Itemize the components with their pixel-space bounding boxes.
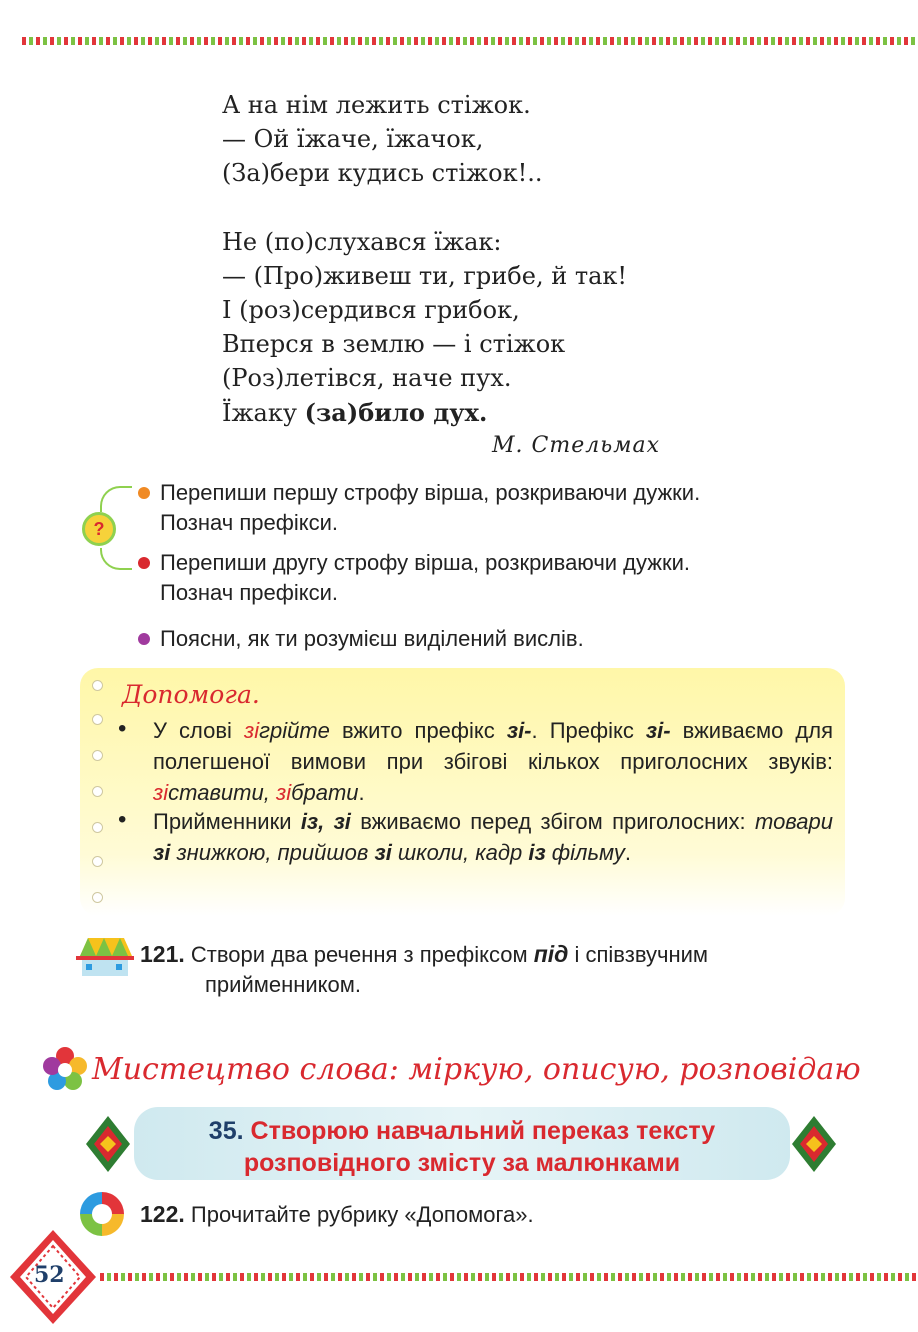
- red-bullet-icon: [138, 557, 150, 569]
- task-2: Перепиши другу строфу вірша, розкриваючи дужки. Познач префікси.: [160, 550, 691, 605]
- poem-line: Вперся в землю — і стіжок: [222, 330, 566, 359]
- exercise-121: 121. Створи два речення з префіксом під і співзвучним прийменником.: [140, 941, 709, 997]
- poem-line-highlighted: Їжаку (за)било дух.: [222, 397, 488, 427]
- question-icon: ?: [82, 512, 116, 546]
- task-1: Перепиши першу строфу вірша, розкриваючи дужки. Познач префікси.: [160, 480, 701, 535]
- poem: [222, 88, 627, 430]
- exercise-122: 122. Прочитайте рубрику «Допомога».: [140, 1201, 534, 1227]
- help-paragraph-1: У слові зігрійте вжито префікс зі-. Префікс зі- вживаємо для полегшеної вимови при збігові кількох приголосних звуків: зіставити, зібрати.: [153, 718, 833, 805]
- poem-line: (За)бери кудись стіжок!..: [222, 159, 543, 188]
- highlighted-phrase: (за)било дух: [304, 397, 479, 427]
- exercise-number: 122.: [140, 1201, 185, 1227]
- arrow-down-icon: [100, 548, 132, 570]
- lesson-title: 35. Створюю навчальний переказ тексту розповідного змісту за малюнками: [208, 1117, 716, 1177]
- help-title: Допомога.: [122, 680, 260, 709]
- poem-line: — (Про)живеш ти, грибе, й так!: [222, 261, 628, 290]
- flower-icon: [42, 1046, 88, 1092]
- poem-line: Не (по)слухався їжак:: [222, 227, 502, 256]
- task-3: Поясни, як ти розумієш виділений вислів.: [160, 626, 584, 651]
- orange-bullet-icon: [138, 487, 150, 499]
- help-paragraph-2: Прийменники із, зі вживаємо перед збігом приголосних: товари зі знижкою, прийшов зі школи, кадр із фільму.: [153, 809, 834, 865]
- bottom-decorative-border: [100, 1273, 918, 1281]
- bullet-icon: •: [118, 715, 127, 742]
- section-title: Мистецтво слова: міркую, описую, розповідаю: [92, 1052, 861, 1087]
- house-icon: [74, 936, 136, 978]
- embroidery-ornament-icon: [78, 1112, 138, 1176]
- bullet-icon: •: [118, 806, 127, 833]
- top-decorative-border: [22, 37, 918, 45]
- exercise-number: 121.: [140, 941, 185, 967]
- purple-bullet-icon: [138, 633, 150, 645]
- arrow-up-icon: [100, 486, 132, 512]
- poem-line: А на нім лежить стіжок.: [222, 91, 531, 119]
- embroidery-ornament-icon: [784, 1112, 844, 1176]
- poem-line: І (роз)сердився грибок,: [222, 296, 520, 325]
- poem-author: М. Стельмах: [492, 433, 660, 458]
- poem-line: — Ой їжаче, їжачок,: [222, 125, 484, 154]
- page-number: 52: [34, 1262, 65, 1288]
- poem-line: (Роз)летівся, наче пух.: [222, 364, 512, 393]
